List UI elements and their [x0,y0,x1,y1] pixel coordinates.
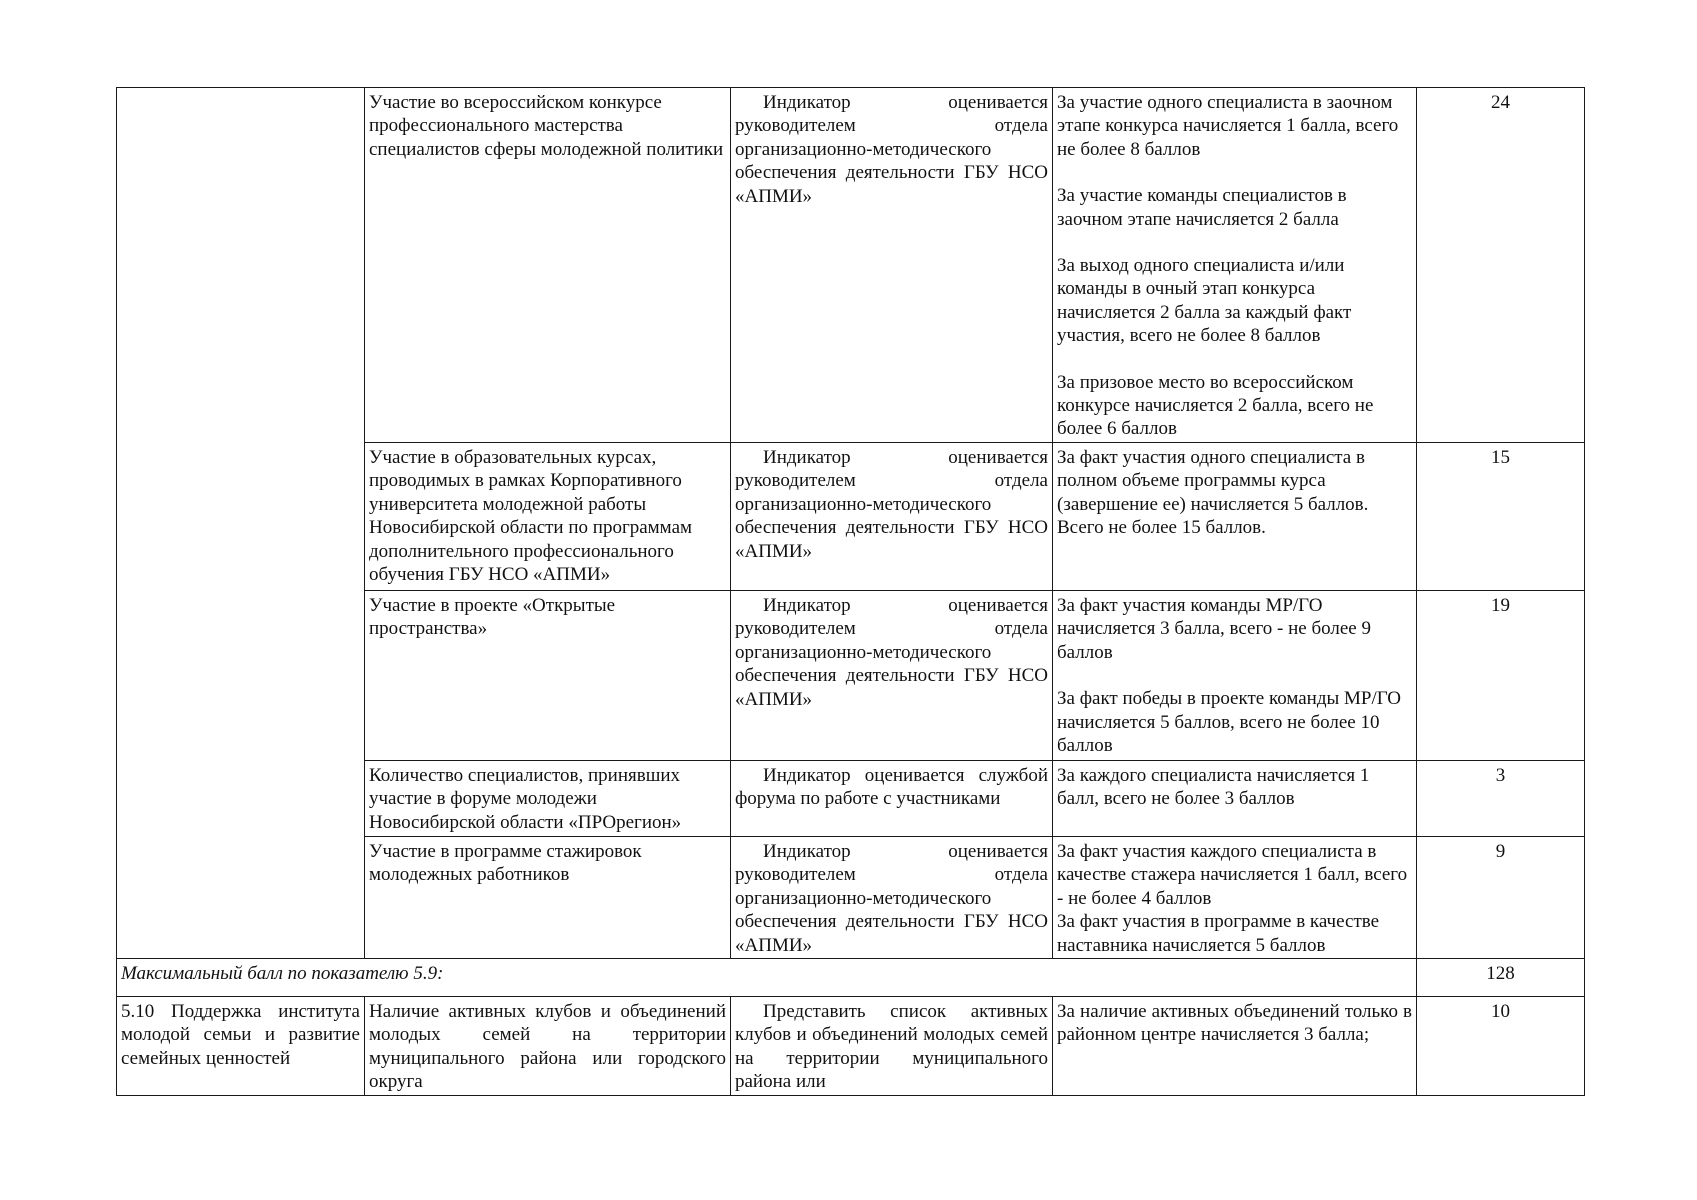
total-value: 128 [1417,959,1585,997]
criteria-text: За призовое место во всероссийском конкурсе начисляется 2 балла, всего не более 6 баллов [1057,371,1374,440]
indicator-cell: Участие в образовательных курсах, проводимых в рамках Корпоративного университета молодежной работы Новосибирской области по программам дополнительного профессионального обучения ГБУ НСО «АПМИ» [365,443,731,591]
table-row [117,88,1585,443]
criteria-cell [1053,591,1417,761]
method-text: Индикатор оценивается руководителем отдела организационно-методического обеспечения деятельности ГБУ НСО «АПМИ» [735,447,1048,562]
max-score-cell: 19 [1417,591,1585,761]
criteria-cell [1053,443,1417,591]
method-cell [731,837,1053,959]
max-score-cell: 9 [1417,837,1585,959]
max-score-cell: 3 [1417,761,1585,837]
total-label: Максимальный балл по показателю 5.9: [117,959,1417,997]
method-cell [731,88,1053,443]
criteria-cell [1053,761,1417,837]
method-text: Индикатор оценивается службой форума по работе с участниками [735,765,1048,810]
criteria-text: За участие одного специалиста в заочном этапе конкурса начисляется 1 балла, всего не более 8 баллов [1057,92,1399,160]
method-text: Индикатор оценивается руководителем отдела организационно-методического обеспечения деятельности ГБУ НСО «АПМИ» [735,92,1048,207]
criteria-cell [1053,88,1417,443]
method-cell [731,591,1053,761]
indicator-cell: Наличие активных клубов и объединений молодых семей на территории муниципального района или городского округа [365,997,731,1096]
total-row [117,959,1585,997]
max-score-cell: 10 [1417,997,1585,1096]
section-cell: 5.10 Поддержка института молодой семьи и развитие семейных ценностей [117,997,365,1096]
max-score-cell: 15 [1417,443,1585,591]
indicator-cell: Участие во всероссийском конкурсе профессионального мастерства специалистов сферы молодежной политики [365,88,731,443]
criteria-text: За участие команды специалистов в заочном этапе начисляется 2 балла [1057,185,1347,230]
indicator-cell: Участие в проекте «Открытые пространства» [365,591,731,761]
criteria-cell [1053,837,1417,959]
criteria-text: За факт участия одного специалиста в полном объеме программы курса (завершение ее) начисляется 5 баллов. Всего не более 15 баллов. [1057,447,1369,539]
criteria-text: За факт участия в программе в качестве наставника начисляется 5 баллов [1057,911,1380,956]
criteria-text: За факт победы в проекте команды МР/ГО начисляется 5 баллов, всего не более 10 баллов [1057,688,1402,757]
criteria-text: За факт участия команды МР/ГО начисляется 3 балла, всего - не более 9 баллов [1057,595,1371,663]
method-text: Представить список активных клубов и объединений молодых семей на территории муниципального района или [735,1001,1048,1093]
criteria-text: За выход одного специалиста и/или команды в очный этап конкурса начисляется 2 балла за каждый факт участия, всего не более 8 баллов [1057,255,1352,347]
method-cell [731,997,1053,1096]
criteria-cell: За наличие активных объединений только в районном центре начисляется 3 балла; [1053,997,1417,1096]
table-row [117,997,1585,1096]
indicator-cell: Участие в программе стажировок молодежных работников [365,837,731,959]
section-cell [117,88,365,959]
indicator-cell: Количество специалистов, принявших участие в форуме молодежи Новосибирской области «ПРОрегион» [365,761,731,837]
criteria-text: За факт участия каждого специалиста в качестве стажера начисляется 1 балл, всего - не более 4 баллов [1057,841,1408,909]
criteria-table [116,87,1585,1096]
method-text: Индикатор оценивается руководителем отдела организационно-методического обеспечения деятельности ГБУ НСО «АПМИ» [735,841,1048,956]
method-text: Индикатор оценивается руководителем отдела организационно-методического обеспечения деятельности ГБУ НСО «АПМИ» [735,595,1048,710]
method-cell [731,443,1053,591]
criteria-text: За каждого специалиста начисляется 1 балл, всего не более 3 баллов [1057,765,1370,810]
method-cell [731,761,1053,837]
max-score-cell: 24 [1417,88,1585,443]
